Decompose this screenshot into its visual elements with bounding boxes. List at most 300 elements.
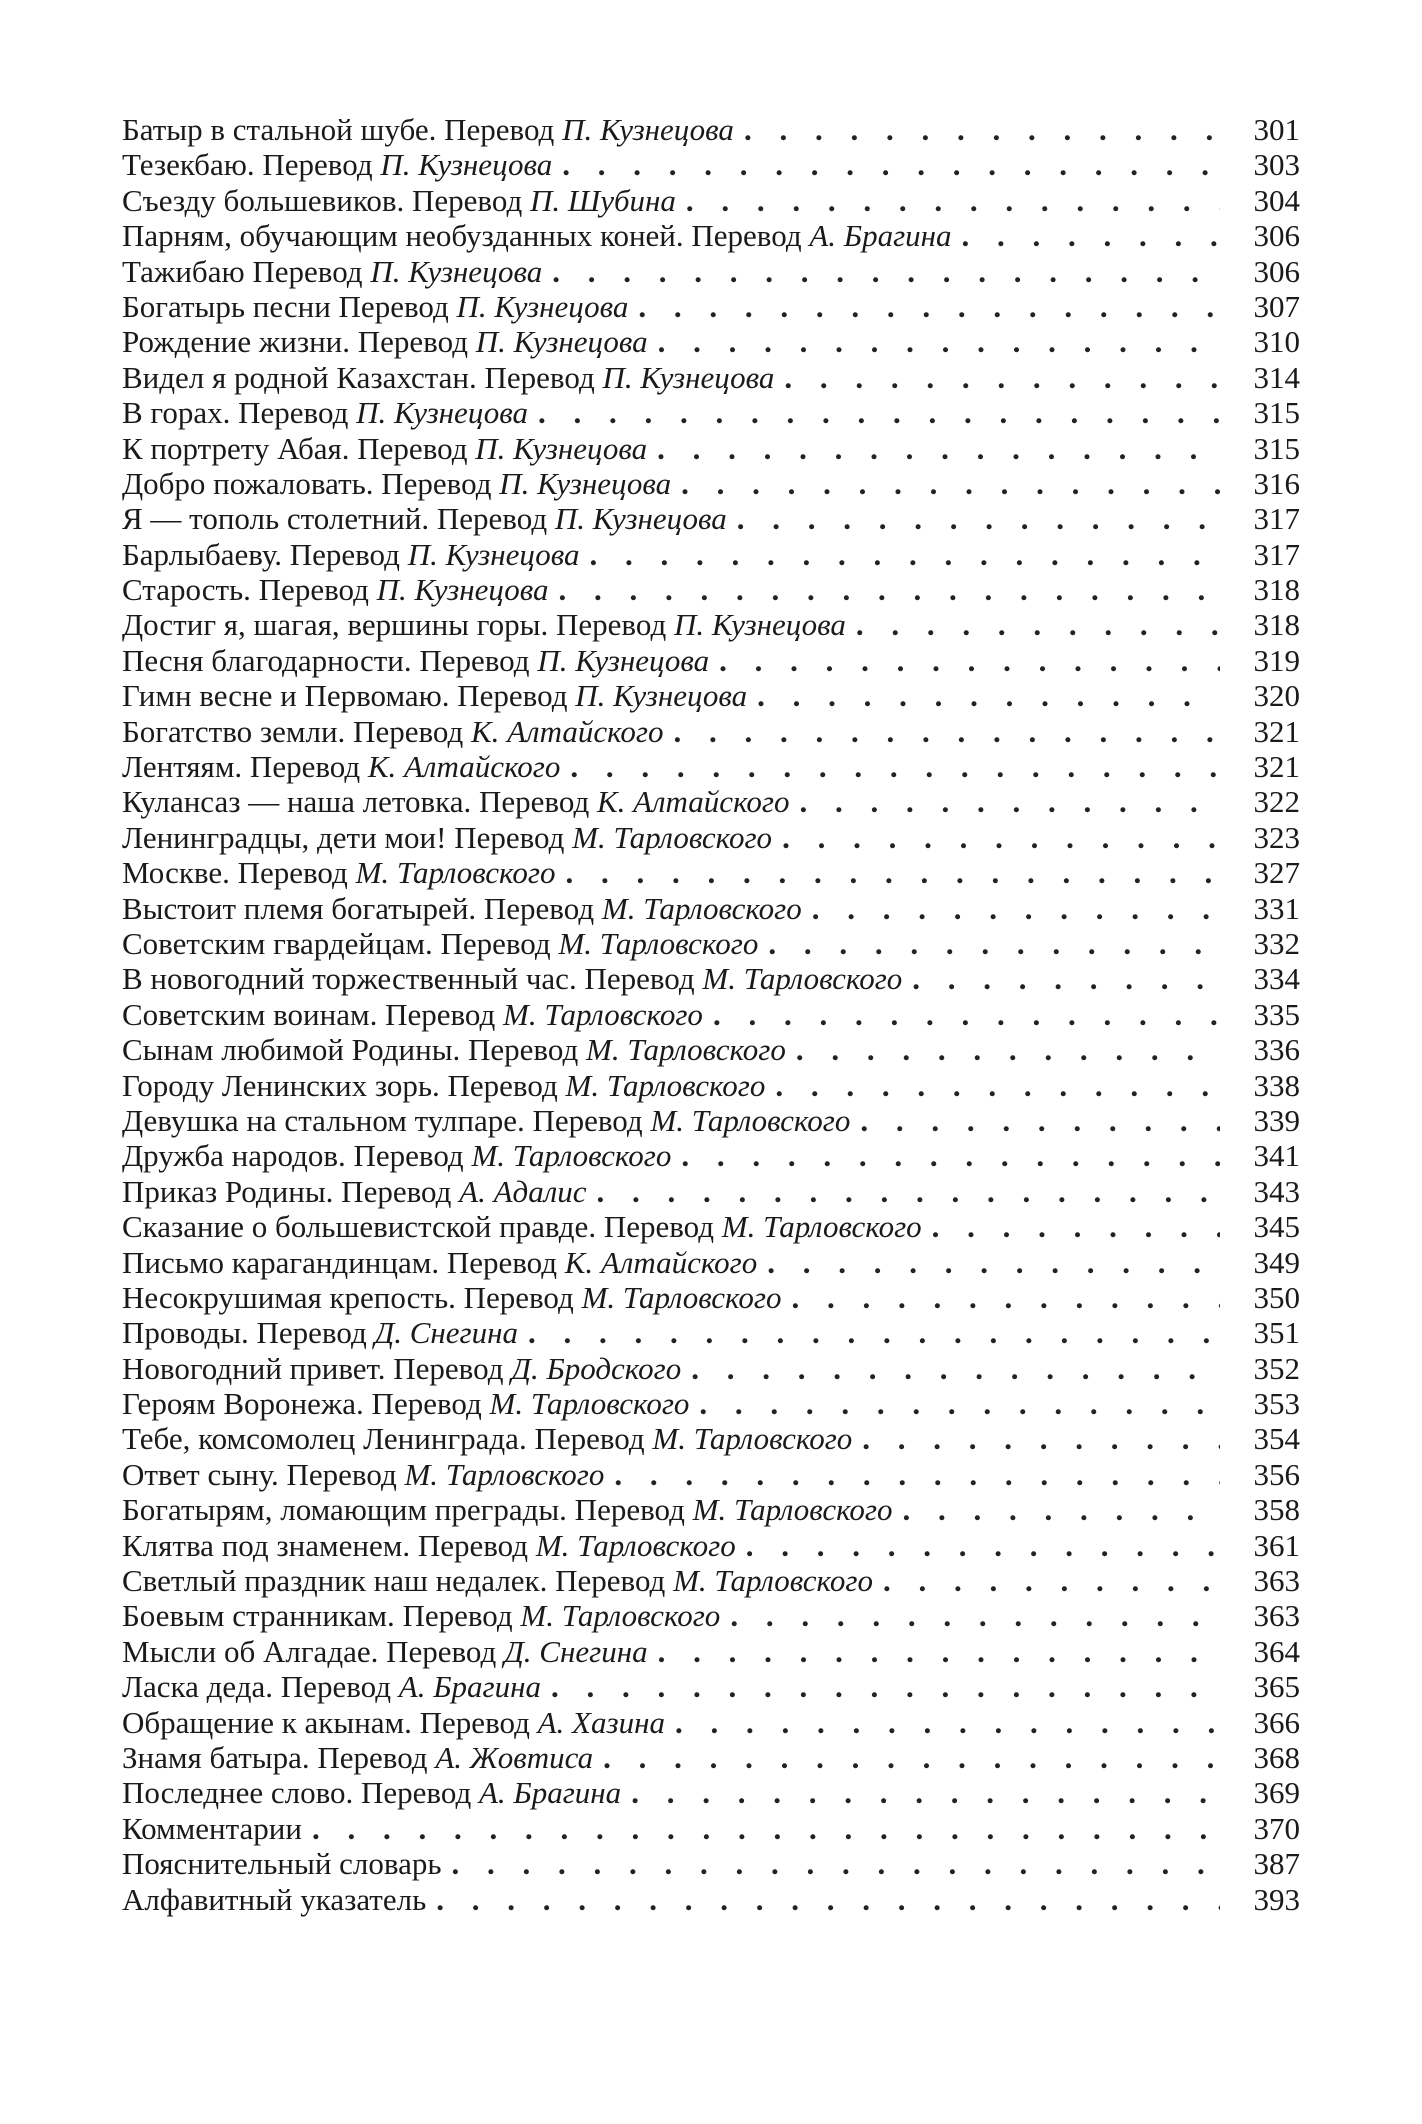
- translator-name: П. Кузнецова: [562, 112, 734, 147]
- dot-leader: [775, 1068, 1220, 1103]
- work-title: Рождение жизни. Перевод: [122, 324, 476, 360]
- translator-name: П. Кузнецова: [537, 642, 710, 678]
- work-title: Лентяям. Перевод: [122, 749, 368, 785]
- dot-leader: [686, 183, 1220, 218]
- translator-name: П. Кузнецова: [376, 572, 549, 608]
- page-number: 341: [1253, 1138, 1300, 1174]
- translator-name: М. Тарловского: [586, 1032, 786, 1068]
- toc-entry: [122, 218, 1300, 253]
- dot-leader: [737, 501, 1220, 536]
- dot-leader: [784, 360, 1220, 395]
- dot-leader: [675, 1705, 1220, 1740]
- dot-leader: [713, 997, 1220, 1032]
- translator-name: М. Тарловского: [489, 1386, 690, 1422]
- translator-name: К. Алтайского: [564, 1244, 758, 1280]
- translator-name: К. Алтайского: [597, 784, 790, 820]
- page-number: 320: [1253, 678, 1300, 714]
- dot-leader: [631, 1775, 1220, 1810]
- toc-entry-title: [122, 714, 664, 749]
- translator-name: М. Тарловского: [581, 1279, 782, 1315]
- work-title: Богатство земли. Перевод: [122, 713, 472, 749]
- page-number: 358: [1253, 1492, 1300, 1528]
- page-number: 350: [1253, 1279, 1300, 1315]
- toc-entry-title: [122, 360, 774, 395]
- toc-entry: [122, 1032, 1300, 1067]
- dot-leader: [552, 254, 1220, 289]
- translator-name: П. Кузнецова: [475, 324, 648, 360]
- dot-leader: [862, 1421, 1220, 1456]
- toc-entry-title: [122, 1315, 518, 1350]
- translator-name: М. Тарловского: [692, 1492, 893, 1528]
- dot-leader: [559, 572, 1221, 607]
- toc-entry-title: [122, 218, 952, 253]
- table-of-contents-page: [122, 112, 1300, 1917]
- work-title: Тезекбаю. Перевод: [122, 147, 381, 183]
- dot-leader: [657, 431, 1220, 466]
- toc-entry: [122, 1563, 1300, 1598]
- toc-entry-title: [122, 926, 758, 961]
- page-number: 349: [1253, 1244, 1300, 1280]
- page-number: 335: [1253, 996, 1300, 1032]
- toc-entry: [122, 324, 1300, 359]
- toc-entry-title: [122, 147, 552, 182]
- toc-entry-title: [122, 324, 648, 359]
- translator-name: М. Тарловского: [404, 1456, 605, 1492]
- page-number: 321: [1253, 749, 1300, 785]
- toc-entry-title: [122, 961, 902, 996]
- toc-entry: [122, 714, 1300, 749]
- toc-entry: [122, 961, 1300, 996]
- page-number: 343: [1253, 1173, 1300, 1209]
- translator-name: П. Кузнецова: [673, 607, 846, 643]
- translator-name: М. Тарловского: [650, 1102, 851, 1138]
- work-title: Советским гвардейцам. Перевод: [122, 925, 559, 961]
- dot-leader: [538, 395, 1220, 430]
- translator-name: М. Тарловского: [702, 961, 903, 997]
- translator-name: А. Брагина: [478, 1775, 622, 1811]
- page-number: 387: [1253, 1846, 1300, 1882]
- work-title: Письмо карагандинцам. Перевод: [122, 1244, 565, 1280]
- work-title: Светлый праздник наш недалек. Перевод: [122, 1563, 674, 1599]
- dot-leader: [570, 749, 1220, 784]
- toc-entry-title: [122, 678, 747, 713]
- toc-entry-title: [122, 997, 703, 1032]
- toc-entry: [122, 360, 1300, 395]
- toc-entry-title: [122, 820, 772, 855]
- toc-entry-title: [122, 1669, 541, 1704]
- dot-leader: [528, 1315, 1220, 1350]
- toc-entry: [122, 1634, 1300, 1669]
- dot-leader: [691, 1351, 1220, 1386]
- page-number: 317: [1253, 536, 1300, 572]
- dot-leader: [658, 324, 1220, 359]
- toc-entry-title: [122, 289, 628, 324]
- toc-entry-title: [122, 1032, 786, 1067]
- work-title: Съезду большевиков. Перевод: [122, 182, 530, 218]
- dot-leader: [674, 714, 1220, 749]
- toc-entry-title: [122, 1563, 873, 1598]
- toc-entry: [122, 1492, 1300, 1527]
- page-number: 327: [1253, 855, 1300, 891]
- toc-entry: [122, 1245, 1300, 1280]
- dot-leader: [767, 1245, 1220, 1280]
- translator-name: П. Кузнецова: [380, 147, 553, 183]
- dot-leader: [856, 607, 1220, 642]
- dot-leader: [551, 1669, 1220, 1704]
- toc-entry: [122, 997, 1300, 1032]
- toc-entry-title: [122, 1634, 648, 1669]
- toc-entry: [122, 1598, 1300, 1633]
- toc-entry: [122, 643, 1300, 678]
- toc-entry: [122, 501, 1300, 536]
- page-number: 318: [1253, 572, 1300, 608]
- dot-leader: [883, 1563, 1220, 1598]
- translator-name: Д. Снегина: [504, 1633, 648, 1669]
- toc-entry: [122, 1528, 1300, 1563]
- work-title: Достиг я, шагая, вершины горы. Перевод: [122, 607, 674, 643]
- dot-leader: [719, 643, 1220, 678]
- dot-leader: [768, 926, 1220, 961]
- page-number: 364: [1253, 1633, 1300, 1669]
- page-number: 315: [1253, 395, 1300, 431]
- work-title: Мысли об Алгадае. Перевод: [122, 1633, 505, 1669]
- dot-leader: [699, 1386, 1220, 1421]
- toc-entry: [122, 749, 1300, 784]
- page-number: 363: [1253, 1598, 1300, 1634]
- dot-leader: [436, 1882, 1220, 1917]
- dot-leader: [962, 218, 1220, 253]
- translator-name: А. Жовтиса: [435, 1739, 594, 1775]
- work-title: Барлыбаеву. Перевод: [122, 536, 408, 572]
- translator-name: А. Брагина: [809, 218, 952, 254]
- toc-entry: [122, 147, 1300, 182]
- toc-entry: [122, 891, 1300, 926]
- translator-name: П. Кузнецова: [475, 430, 648, 466]
- work-title: Героям Воронежа. Перевод: [122, 1386, 490, 1422]
- page-number: 351: [1253, 1315, 1300, 1351]
- toc-entry: [122, 395, 1300, 430]
- toc-entry: [122, 1315, 1300, 1350]
- dot-leader: [757, 678, 1220, 713]
- translator-name: М. Тарловского: [520, 1598, 721, 1634]
- toc-entry-title: [122, 1209, 922, 1244]
- page-number: 304: [1253, 182, 1300, 218]
- page-number: 368: [1253, 1739, 1300, 1775]
- toc-entry-title: [122, 1492, 893, 1527]
- work-title: Проводы. Перевод: [122, 1315, 375, 1351]
- page-number: 321: [1253, 713, 1300, 749]
- toc-entry: [122, 183, 1300, 218]
- work-title: Девушка на стальном тулпаре. Перевод: [122, 1102, 651, 1138]
- toc-entry-title: [122, 431, 647, 466]
- page-number: 310: [1253, 324, 1300, 360]
- page-number: 334: [1253, 961, 1300, 997]
- toc-entry: [122, 1068, 1300, 1103]
- dot-leader: [744, 112, 1220, 147]
- toc-entry: [122, 1882, 1300, 1917]
- toc-entry-title: [122, 607, 846, 642]
- work-title: Ленинградцы, дети мои! Перевод: [122, 819, 573, 855]
- page-number: 366: [1253, 1704, 1300, 1740]
- toc-entry-title: [122, 254, 542, 289]
- dot-leader: [638, 289, 1220, 324]
- work-title: В горах. Перевод: [122, 395, 357, 431]
- toc-entry-title: [122, 1138, 671, 1173]
- toc-entry-title: [122, 1068, 765, 1103]
- translator-name: П. Кузнецова: [356, 395, 528, 431]
- work-title: Несокрушимая крепость. Перевод: [122, 1279, 582, 1315]
- toc-entry: [122, 926, 1300, 961]
- translator-name: П. Кузнецова: [499, 465, 672, 501]
- work-title: В новогодний торжественный час. Перевод: [122, 961, 703, 997]
- toc-entry-title: [122, 1882, 426, 1917]
- work-title: Богатырям, ломающим преграды. Перевод: [122, 1492, 693, 1528]
- translator-name: М. Тарловского: [572, 819, 773, 855]
- toc-entry: [122, 1669, 1300, 1704]
- translator-name: М. Тарловского: [558, 925, 759, 961]
- toc-entry: [122, 1740, 1300, 1775]
- work-title: Новогодний привет. Перевод: [122, 1350, 512, 1386]
- translator-name: М. Тарловского: [721, 1209, 922, 1245]
- page-number: 303: [1253, 147, 1300, 183]
- translator-name: М. Тарловского: [471, 1138, 672, 1174]
- translator-name: П. Шубина: [529, 182, 676, 218]
- toc-entry-title: [122, 395, 528, 430]
- dot-leader: [782, 820, 1220, 855]
- toc-entry-title: [122, 1811, 302, 1846]
- dot-leader: [658, 1634, 1220, 1669]
- dot-leader: [796, 1032, 1220, 1067]
- work-title: Ласка деда. Перевод: [122, 1669, 399, 1705]
- translator-name: П. Кузнецова: [370, 253, 543, 289]
- dot-leader: [912, 961, 1220, 996]
- toc-entry: [122, 1174, 1300, 1209]
- page-number: 353: [1253, 1386, 1300, 1422]
- translator-name: М. Тарловского: [652, 1421, 853, 1457]
- page-number: 306: [1253, 253, 1300, 289]
- work-title: Городу Ленинских зорь. Перевод: [122, 1067, 566, 1103]
- page-number: 338: [1253, 1067, 1300, 1103]
- work-title: Советским воинам. Перевод: [122, 996, 504, 1032]
- page-number: 318: [1253, 607, 1300, 643]
- work-title: Парням, обучающим необузданных коней. Перевод: [122, 218, 810, 254]
- dot-leader: [812, 891, 1220, 926]
- toc-entry: [122, 678, 1300, 713]
- toc-entry: [122, 466, 1300, 501]
- page-number: 331: [1253, 890, 1300, 926]
- toc-entry-title: [122, 537, 580, 572]
- toc-entry: [122, 1811, 1300, 1846]
- translator-name: Д. Бродского: [511, 1350, 682, 1386]
- toc-entry: [122, 1209, 1300, 1244]
- toc-entry-title: [122, 1103, 850, 1138]
- work-title: Гимн весне и Первомаю. Перевод: [122, 678, 576, 714]
- toc-entry-title: [122, 1457, 604, 1492]
- page-number: 301: [1253, 112, 1300, 147]
- work-title: Видел я родной Казахстан. Перевод: [122, 359, 603, 395]
- toc-entry: [122, 607, 1300, 642]
- work-title: Обращение к акынам. Перевод: [122, 1704, 538, 1740]
- work-title: Москве. Перевод: [122, 855, 356, 891]
- page-number: 319: [1253, 642, 1300, 678]
- toc-entry: [122, 1386, 1300, 1421]
- dot-leader: [681, 1138, 1220, 1173]
- dot-leader: [681, 466, 1220, 501]
- dot-leader: [746, 1528, 1220, 1563]
- page-number: 393: [1253, 1881, 1300, 1917]
- work-title: Ответ сыну. Перевод: [122, 1456, 405, 1492]
- toc-entry-title: [122, 501, 727, 536]
- toc-entry-title: [122, 1775, 621, 1810]
- work-title: Я — тополь столетний. Перевод: [122, 501, 555, 537]
- translator-name: М. Тарловского: [601, 890, 802, 926]
- translator-name: Д. Снегина: [374, 1315, 518, 1351]
- page-number: 323: [1253, 819, 1300, 855]
- translator-name: М. Тарловского: [503, 996, 703, 1032]
- translator-name: П. Кузнецова: [554, 501, 727, 537]
- toc-entry-title: [122, 1351, 681, 1386]
- translator-name: А. Хазина: [537, 1704, 665, 1740]
- work-title: Дружба народов. Перевод: [122, 1138, 472, 1174]
- work-title: Пояснительный словарь: [122, 1846, 442, 1882]
- toc-entry-title: [122, 1846, 442, 1881]
- dot-leader: [452, 1846, 1220, 1881]
- toc-entry: [122, 572, 1300, 607]
- toc-entry: [122, 1705, 1300, 1740]
- translator-name: П. Кузнецова: [575, 678, 748, 714]
- work-title: Приказ Родины. Перевод: [122, 1173, 460, 1209]
- dot-leader: [603, 1740, 1220, 1775]
- dot-leader: [312, 1811, 1220, 1846]
- toc-entry-title: [122, 749, 560, 784]
- work-title: Алфавитный указатель: [122, 1881, 427, 1917]
- work-title: Тебе, комсомолец Ленинграда. Перевод: [122, 1421, 653, 1457]
- toc-entry-title: [122, 572, 549, 607]
- page-number: 354: [1253, 1421, 1300, 1457]
- dot-leader: [932, 1209, 1220, 1244]
- page-number: 315: [1253, 430, 1300, 466]
- toc-entry: [122, 784, 1300, 819]
- work-title: Добро пожаловать. Перевод: [122, 465, 500, 501]
- dot-leader: [860, 1103, 1220, 1138]
- page-number: 370: [1253, 1810, 1300, 1846]
- toc-entry: [122, 855, 1300, 890]
- toc-entry: [122, 537, 1300, 572]
- page-number: 314: [1253, 359, 1300, 395]
- toc-entry-title: [122, 1280, 781, 1315]
- page-number: 316: [1253, 465, 1300, 501]
- page-number: 317: [1253, 501, 1300, 537]
- work-title: Сынам любимой Родины. Перевод: [122, 1032, 586, 1068]
- dot-leader: [730, 1598, 1220, 1633]
- dot-leader: [590, 537, 1220, 572]
- page-number: 345: [1253, 1209, 1300, 1245]
- work-title: Сказание о большевистской правде. Перевод: [122, 1209, 722, 1245]
- dot-leader: [799, 784, 1220, 819]
- work-title: Песня благодарности. Перевод: [122, 642, 538, 678]
- translator-name: М. Тарловского: [565, 1067, 766, 1103]
- toc-entry-title: [122, 466, 671, 501]
- toc-entry-title: [122, 112, 734, 147]
- toc-entry-title: [122, 891, 802, 926]
- toc-entry-title: [122, 855, 555, 890]
- page-number: 352: [1253, 1350, 1300, 1386]
- translator-name: К. Алтайского: [367, 749, 561, 785]
- page-number: 336: [1253, 1032, 1300, 1068]
- toc-entry: [122, 820, 1300, 855]
- toc-entry-title: [122, 1528, 736, 1563]
- dot-leader: [565, 855, 1220, 890]
- dot-leader: [791, 1280, 1220, 1315]
- translator-name: П. Кузнецова: [602, 359, 775, 395]
- work-title: Клятва под знаменем. Перевод: [122, 1527, 536, 1563]
- work-title: Кулансаз — наша летовка. Перевод: [122, 784, 597, 820]
- toc-entry: [122, 1103, 1300, 1138]
- toc-entry: [122, 1351, 1300, 1386]
- dot-leader: [903, 1492, 1220, 1527]
- dot-leader: [596, 1174, 1220, 1209]
- toc-entry: [122, 1457, 1300, 1492]
- toc-entry-title: [122, 784, 789, 819]
- toc-entry: [122, 289, 1300, 324]
- work-title: Последнее слово. Перевод: [122, 1775, 479, 1811]
- page-number: 363: [1253, 1563, 1300, 1599]
- work-title: Богатырь песни Перевод: [122, 288, 457, 324]
- toc-entry: [122, 1138, 1300, 1173]
- work-title: Боевым странникам. Перевод: [122, 1598, 521, 1634]
- translator-name: П. Кузнецова: [407, 536, 580, 572]
- translator-name: А. Брагина: [398, 1669, 541, 1705]
- toc-entry: [122, 1421, 1300, 1456]
- work-title: Комментарии: [122, 1810, 302, 1846]
- page-number: 356: [1253, 1456, 1300, 1492]
- page-number: 332: [1253, 925, 1300, 961]
- page-number: 365: [1253, 1669, 1300, 1705]
- translator-name: А. Адалис: [459, 1173, 587, 1209]
- translator-name: К. Алтайского: [471, 713, 664, 749]
- toc-entry-title: [122, 643, 709, 678]
- work-title: Выстоит племя богатырей. Перевод: [122, 890, 602, 926]
- toc-entry: [122, 1846, 1300, 1881]
- dot-leader: [614, 1457, 1220, 1492]
- work-title: К портрету Абая. Перевод: [122, 430, 476, 466]
- toc-entry-title: [122, 1421, 852, 1456]
- work-title: Батыр в стальной шубе. Перевод: [122, 112, 563, 147]
- translator-name: М. Тарловского: [673, 1563, 873, 1599]
- work-title: Тажибаю Перевод: [122, 253, 371, 289]
- dot-leader: [562, 147, 1220, 182]
- toc-entry-title: [122, 1598, 720, 1633]
- toc-entry: [122, 1775, 1300, 1810]
- toc-entry-title: [122, 1705, 665, 1740]
- toc-entry-title: [122, 1386, 689, 1421]
- toc-entry-title: [122, 1174, 586, 1209]
- translator-name: М. Тарловского: [355, 855, 556, 891]
- page-number: 322: [1253, 784, 1300, 820]
- toc-list: [122, 112, 1300, 1917]
- work-title: Знамя батыра. Перевод: [122, 1739, 436, 1775]
- toc-entry-title: [122, 1740, 593, 1775]
- page-number: 306: [1253, 218, 1300, 254]
- page-number: 339: [1253, 1102, 1300, 1138]
- translator-name: П. Кузнецова: [456, 288, 629, 324]
- work-title: Старость. Перевод: [122, 572, 377, 608]
- toc-entry-title: [122, 1245, 757, 1280]
- toc-entry: [122, 254, 1300, 289]
- toc-entry: [122, 112, 1300, 147]
- toc-entry: [122, 431, 1300, 466]
- page-number: 361: [1253, 1527, 1300, 1563]
